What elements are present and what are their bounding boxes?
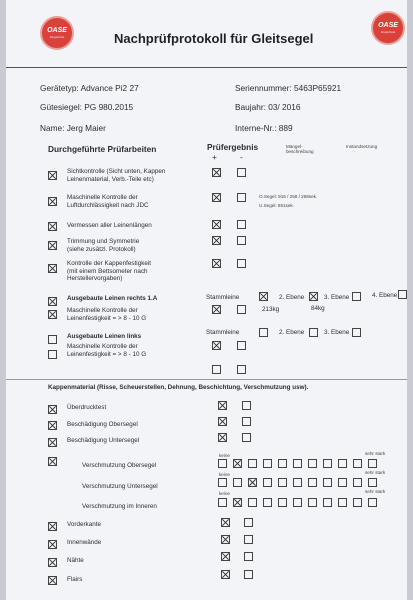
scale-vers-u-7[interactable] — [323, 478, 332, 487]
col-instand: Instandsetzung — [346, 144, 378, 149]
scale-vers-u-2[interactable] — [248, 478, 257, 487]
ebene2-l: 2. Ebene — [279, 329, 305, 336]
res2-innen[interactable] — [244, 535, 253, 544]
check-ueberdruck[interactable] — [48, 405, 57, 414]
scale-vers-o-0[interactable] — [218, 459, 227, 468]
check-vorderkante[interactable] — [48, 522, 57, 531]
minus-trimm[interactable] — [237, 236, 246, 245]
minus-verm[interactable] — [237, 220, 246, 229]
res-flairs[interactable] — [221, 570, 230, 579]
col-plus: + — [212, 152, 217, 162]
ebene4-r-box[interactable] — [398, 290, 407, 299]
check-kappe[interactable] — [48, 264, 57, 273]
scale-vers-o-2[interactable] — [248, 459, 257, 468]
col-arbeiten: Durchgeführte Prüfarbeiten — [48, 144, 157, 154]
scale-vers-u-5[interactable] — [293, 478, 302, 487]
item-trimm: Trimmung und Symmetrie (siehe zusätzl. Protokoll) — [67, 238, 140, 253]
keine-3: keine — [219, 491, 230, 496]
ebene4-r: 4. Ebene — [372, 292, 398, 299]
keine-1: keine — [219, 453, 230, 458]
name: Name: Jerg Maier — [40, 123, 106, 133]
minus-kappe[interactable] — [237, 259, 246, 268]
item-vorderkante: Vorderkante — [67, 521, 101, 528]
scale-vers-o-1[interactable] — [233, 459, 242, 468]
seriennummer: Seriennummer: 5463P65921 — [235, 83, 342, 93]
item-luft: Maschinelle Kontrolle der Luftdurchlässigkeit nach JDC — [67, 194, 149, 209]
ebene3-r-box[interactable] — [352, 292, 361, 301]
plus-sicht[interactable] — [212, 168, 221, 177]
item-kappe: Kontrolle der Kappenfestigkeit (mit einem Bettsometer nach Herstellervorgaben) — [67, 260, 152, 282]
item-innen: Innenwände — [67, 539, 102, 546]
check-luft[interactable] — [48, 197, 57, 206]
extra-plus[interactable] — [212, 365, 221, 374]
scale-vers-i-5[interactable] — [293, 498, 302, 507]
ebene3-l: 3. Ebene — [324, 329, 350, 336]
minus-sicht[interactable] — [237, 168, 246, 177]
plus-verm[interactable] — [212, 220, 221, 229]
plus-trimm[interactable] — [212, 236, 221, 245]
item-vers-o: Verschmutzung Obersegel — [82, 462, 157, 469]
kg1: 213kg — [262, 306, 280, 313]
check-verm[interactable] — [48, 222, 57, 231]
ebene2-r-box[interactable] — [309, 292, 318, 301]
check-trimm[interactable] — [48, 241, 57, 250]
item-masch-r: Maschinelle Kontrolle der Leinenfestigkeit = > 8 - 10 G — [67, 307, 147, 322]
res2-vorderkante[interactable] — [244, 518, 253, 527]
col-minus: - — [240, 152, 243, 162]
item-ueberdruck: Überdrucktest — [67, 404, 107, 411]
luft-u: U.Segel: 851sek. — [259, 203, 294, 208]
res-besch-o[interactable] — [218, 417, 227, 426]
scale-vers-o-4[interactable] — [278, 459, 287, 468]
res2-ueberdruck[interactable] — [242, 401, 251, 410]
scale-vers-o-6[interactable] — [308, 459, 317, 468]
check-aus-l[interactable] — [48, 335, 57, 344]
scale-vers-u-8[interactable] — [338, 478, 347, 487]
baujahr: Baujahr: 03/ 2016 — [235, 102, 301, 112]
res2-besch-u[interactable] — [242, 433, 251, 442]
minus-masch-l[interactable] — [237, 341, 246, 350]
oase-logo-left: OASE Flugschule — [40, 16, 74, 50]
scale-vers-o-10[interactable] — [368, 459, 377, 468]
scale-vers-u-10[interactable] — [368, 478, 377, 487]
item-verm: Vermessen aller Leinenlängen — [67, 222, 152, 229]
scale-vers-i-1[interactable] — [233, 498, 242, 507]
scale-vers-u-9[interactable] — [353, 478, 362, 487]
res2-flairs[interactable] — [244, 570, 253, 579]
item-sicht: Sichtkontrolle (Sicht unten, Kappen Leinenmaterial, Verb.-Teile etc) — [67, 168, 166, 183]
scale-vers-o-9[interactable] — [353, 459, 362, 468]
item-besch-u: Beschädigung Untersegel — [67, 437, 140, 444]
scale-vers-o-7[interactable] — [323, 459, 332, 468]
check-flairs[interactable] — [48, 576, 57, 585]
check-besch-o[interactable] — [48, 421, 57, 430]
ebene2-l-box[interactable] — [309, 328, 318, 337]
scale-vers-o-8[interactable] — [338, 459, 347, 468]
extra-minus[interactable] — [237, 365, 246, 374]
kappen-heading: Kappenmaterial (Risse, Scheuerstellen, Dehnung, Beschichtung, Verschmutzung usw). — [48, 384, 309, 391]
geraetetyp: Gerätetyp: Advance Pi2 27 — [40, 83, 139, 93]
kg2: 84kg — [311, 305, 325, 312]
title-rule — [6, 67, 407, 68]
scale-vers-i-8[interactable] — [338, 498, 347, 507]
scale-vers-i-3[interactable] — [263, 498, 272, 507]
guetesiegel: Gütesiegel: PG 980.2015 — [40, 102, 134, 112]
luft-o: O.Segel: 915 / 258 / 269sek. — [259, 194, 318, 199]
section-rule — [6, 379, 407, 380]
scale-vers-o-3[interactable] — [263, 459, 272, 468]
item-vers-i: Verschmutzung im Inneren — [82, 503, 157, 510]
res-besch-u[interactable] — [218, 433, 227, 442]
scale-vers-i-2[interactable] — [248, 498, 257, 507]
check-verschmutzung[interactable] — [48, 457, 57, 466]
col-maengel: Mängel- beschreibung — [286, 144, 314, 154]
sehr-stark-2: sehr stark — [365, 470, 386, 475]
scale-vers-u-3[interactable] — [263, 478, 272, 487]
res-innen[interactable] — [221, 535, 230, 544]
minus-luft[interactable] — [237, 193, 246, 202]
plus-kappe[interactable] — [212, 259, 221, 268]
res-naehte[interactable] — [221, 552, 230, 561]
res2-naehte[interactable] — [244, 552, 253, 561]
scale-vers-u-6[interactable] — [308, 478, 317, 487]
check-masch-r[interactable] — [48, 310, 57, 319]
check-aus-r[interactable] — [48, 297, 57, 306]
check-sicht[interactable] — [48, 171, 57, 180]
scale-vers-i-7[interactable] — [323, 498, 332, 507]
check-besch-u[interactable] — [48, 438, 57, 447]
res2-besch-o[interactable] — [242, 417, 251, 426]
keine-2: keine — [219, 472, 230, 477]
plus-luft[interactable] — [212, 193, 221, 202]
sehr-stark-3: sehr stark — [365, 489, 386, 494]
sehr-stark-1: sehr stark — [365, 451, 386, 456]
ebene3-l-box[interactable] — [352, 328, 361, 337]
res-ueberdruck[interactable] — [218, 401, 227, 410]
item-aus-r: Ausgebaute Leinen rechts 1.A — [67, 295, 158, 302]
check-naehte[interactable] — [48, 558, 57, 567]
ebene3-r: 3. Ebene — [324, 294, 350, 301]
item-flairs: Flairs — [67, 576, 83, 583]
protocol-page — [6, 0, 407, 600]
plus-masch-r[interactable] — [212, 305, 221, 314]
item-besch-o: Beschädigung Obersegel — [67, 421, 138, 428]
stammleine-l: Stammleine — [206, 329, 240, 336]
check-masch-l[interactable] — [48, 350, 57, 359]
stamm-l-box[interactable] — [259, 328, 268, 337]
scale-vers-u-0[interactable] — [218, 478, 227, 487]
item-naehte: Nähte — [67, 557, 84, 564]
item-aus-l: Ausgebaute Leinen links — [67, 333, 142, 340]
stamm-r-box[interactable] — [259, 292, 268, 301]
scale-vers-i-6[interactable] — [308, 498, 317, 507]
item-vers-u: Verschmutzung Untersegel — [82, 483, 158, 490]
interne-nr: Interne-Nr.: 889 — [235, 123, 293, 133]
check-innen[interactable] — [48, 540, 57, 549]
scale-vers-u-1[interactable] — [233, 478, 242, 487]
plus-masch-l[interactable] — [212, 341, 221, 350]
scale-vers-i-4[interactable] — [278, 498, 287, 507]
page-title: Nachprüfprotokoll für Gleitsegel — [114, 31, 314, 46]
scale-vers-i-0[interactable] — [218, 498, 227, 507]
scale-vers-i-10[interactable] — [368, 498, 377, 507]
minus-masch-r[interactable] — [237, 305, 246, 314]
stammleine-r: Stammleine — [206, 294, 240, 301]
col-ergebnis: Prüfergebnis — [207, 142, 259, 152]
scale-vers-i-9[interactable] — [353, 498, 362, 507]
scale-vers-u-4[interactable] — [278, 478, 287, 487]
scale-vers-o-5[interactable] — [293, 459, 302, 468]
oase-logo-right: OASE Flugschule — [371, 11, 405, 45]
res-vorderkante[interactable] — [221, 518, 230, 527]
item-masch-l: Maschinelle Kontrolle der Leinenfestigkeit = > 8 - 10 G — [67, 343, 147, 358]
ebene2-r: 2. Ebene — [279, 294, 305, 301]
